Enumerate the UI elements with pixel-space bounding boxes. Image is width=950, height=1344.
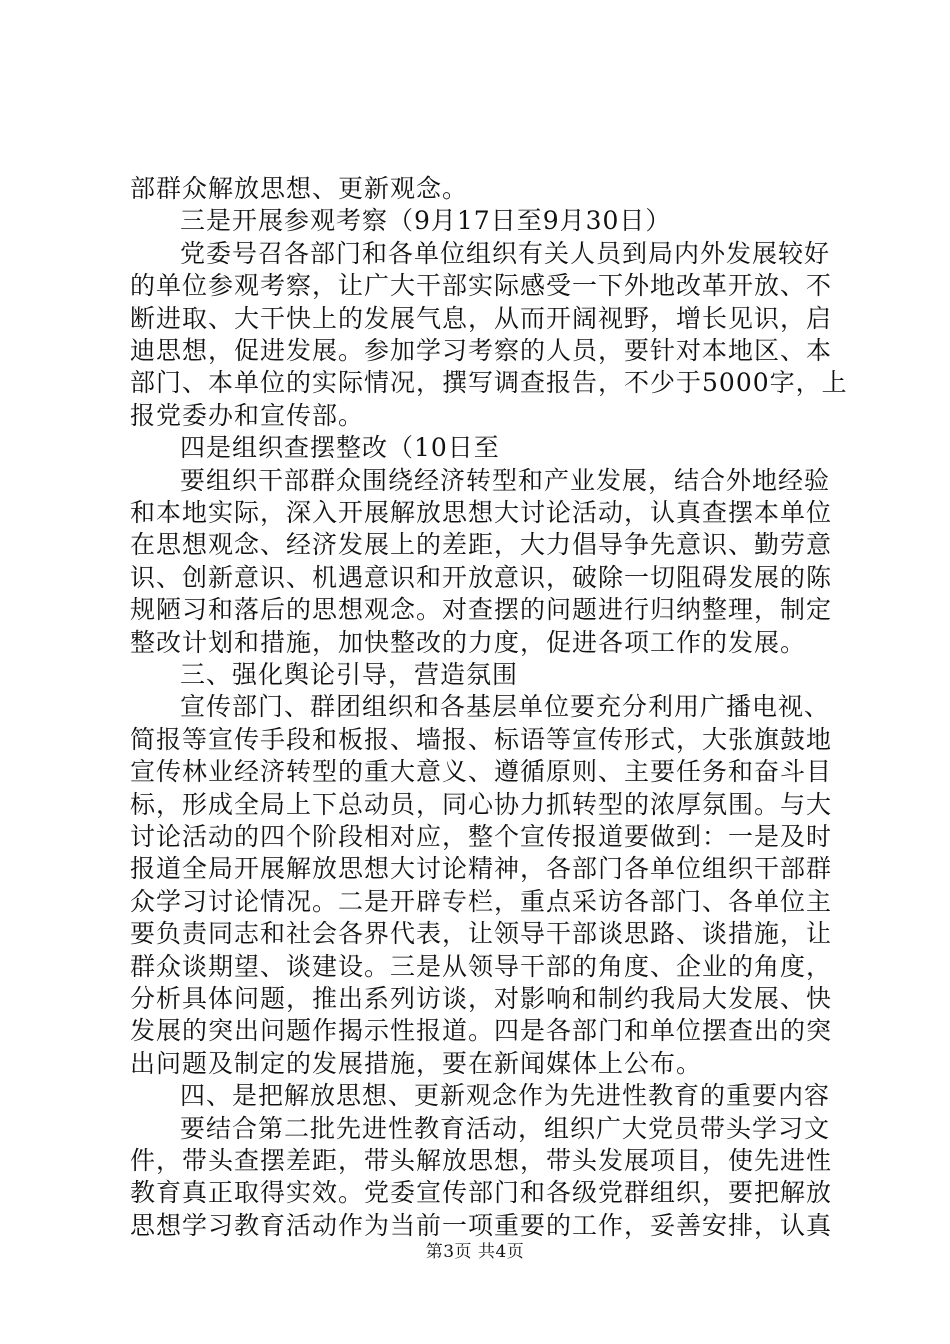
text-line: 部门、本单位的实际情况，撰写调查报告，不少于5000字，上 bbox=[130, 368, 848, 398]
text-line: 的单位参观考察，让广大干部实际感受一下外地改革开放、不 bbox=[130, 271, 833, 301]
text-line: 整改计划和措施，加快整改的力度，促进各项工作的发展。 bbox=[130, 627, 807, 657]
text-line: 发展的突出问题作揭示性报道。四是各部门和单位摆查出的突 bbox=[130, 1016, 833, 1046]
text-line: 思想学习教育活动作为当前一项重要的工作，妥善安排，认真 bbox=[130, 1210, 833, 1240]
text-line: 简报等宣传手段和板报、墙报、标语等宣传形式，大张旗鼓地 bbox=[130, 724, 833, 754]
text-line: 在思想观念、经济发展上的差距，大力倡导争先意识、勤劳意 bbox=[130, 530, 833, 560]
text-line: 件，带头查摆差距，带头解放思想，带头发展项目，使先进性 bbox=[130, 1146, 833, 1175]
text-line: 报道全局开展解放思想大讨论精神，各部门各单位组织干部群 bbox=[130, 854, 833, 884]
text-line: 众学习讨论情况。二是开辟专栏，重点采访各部门、各单位主 bbox=[130, 886, 833, 916]
text-line: 识、创新意识、机遇意识和开放意识，破除一切阻碍发展的陈 bbox=[130, 562, 833, 592]
text-line: 教育真正取得实效。党委宣传部门和各级党群组织，要把解放 bbox=[130, 1178, 833, 1208]
section-heading: 四、是把解放思想、更新观念作为先进性教育的重要内容 bbox=[180, 1081, 831, 1111]
text-line: 宣传部门、群团组织和各基层单位要充分利用广播电视、 bbox=[180, 692, 831, 722]
text-line: 报党委办和宣传部。 bbox=[130, 400, 365, 430]
text-line: 要结合第二批先进性教育活动，组织广大党员带头学习文 bbox=[180, 1113, 831, 1143]
text-line: 宣传林业经济转型的重大意义、遵循原则、主要任务和奋斗目 bbox=[130, 757, 833, 787]
text-line: 部群众解放思想、更新观念。 bbox=[130, 174, 469, 203]
text-line: 群众谈期望、谈建设。三是从领导干部的角度、企业的角度， bbox=[130, 951, 833, 981]
section-heading: 三是开展参观考察（9月17日至9月30日） bbox=[180, 206, 672, 236]
text-line: 讨论活动的四个阶段相对应，整个宣传报道要做到：一是及时 bbox=[130, 822, 833, 851]
text-line: 规陋习和落后的思想观念。对查摆的问题进行归纳整理，制定 bbox=[130, 595, 833, 625]
text-line: 要组织干部群众围绕经济转型和产业发展，结合外地经验 bbox=[180, 465, 831, 495]
section-heading: 三、强化舆论引导，营造氛围 bbox=[180, 660, 519, 689]
text-line: 迪思想，促进发展。参加学习考察的人员，要针对本地区、本 bbox=[130, 336, 833, 365]
page-number-footer: 第3页 共4页 bbox=[425, 1242, 525, 1262]
text-line: 断进取、大干快上的发展气息，从而开阔视野，增长见识，启 bbox=[130, 303, 833, 333]
section-heading: 四是组织查摆整改（10日至 bbox=[180, 433, 500, 463]
text-line: 和本地实际，深入开展解放思想大讨论活动，认真查摆本单位 bbox=[130, 498, 833, 527]
text-line: 出问题及制定的发展措施，要在新闻媒体上公布。 bbox=[130, 1048, 703, 1078]
text-line: 分析具体问题，推出系列访谈，对影响和制约我局大发展、快 bbox=[130, 984, 833, 1013]
text-line: 标，形成全局上下总动员，同心协力抓转型的浓厚氛围。与大 bbox=[130, 789, 833, 819]
text-line: 党委号召各部门和各单位组织有关人员到局内外发展较好 bbox=[180, 238, 831, 268]
text-line: 要负责同志和社会各界代表，让领导干部谈思路、谈措施，让 bbox=[130, 919, 833, 949]
